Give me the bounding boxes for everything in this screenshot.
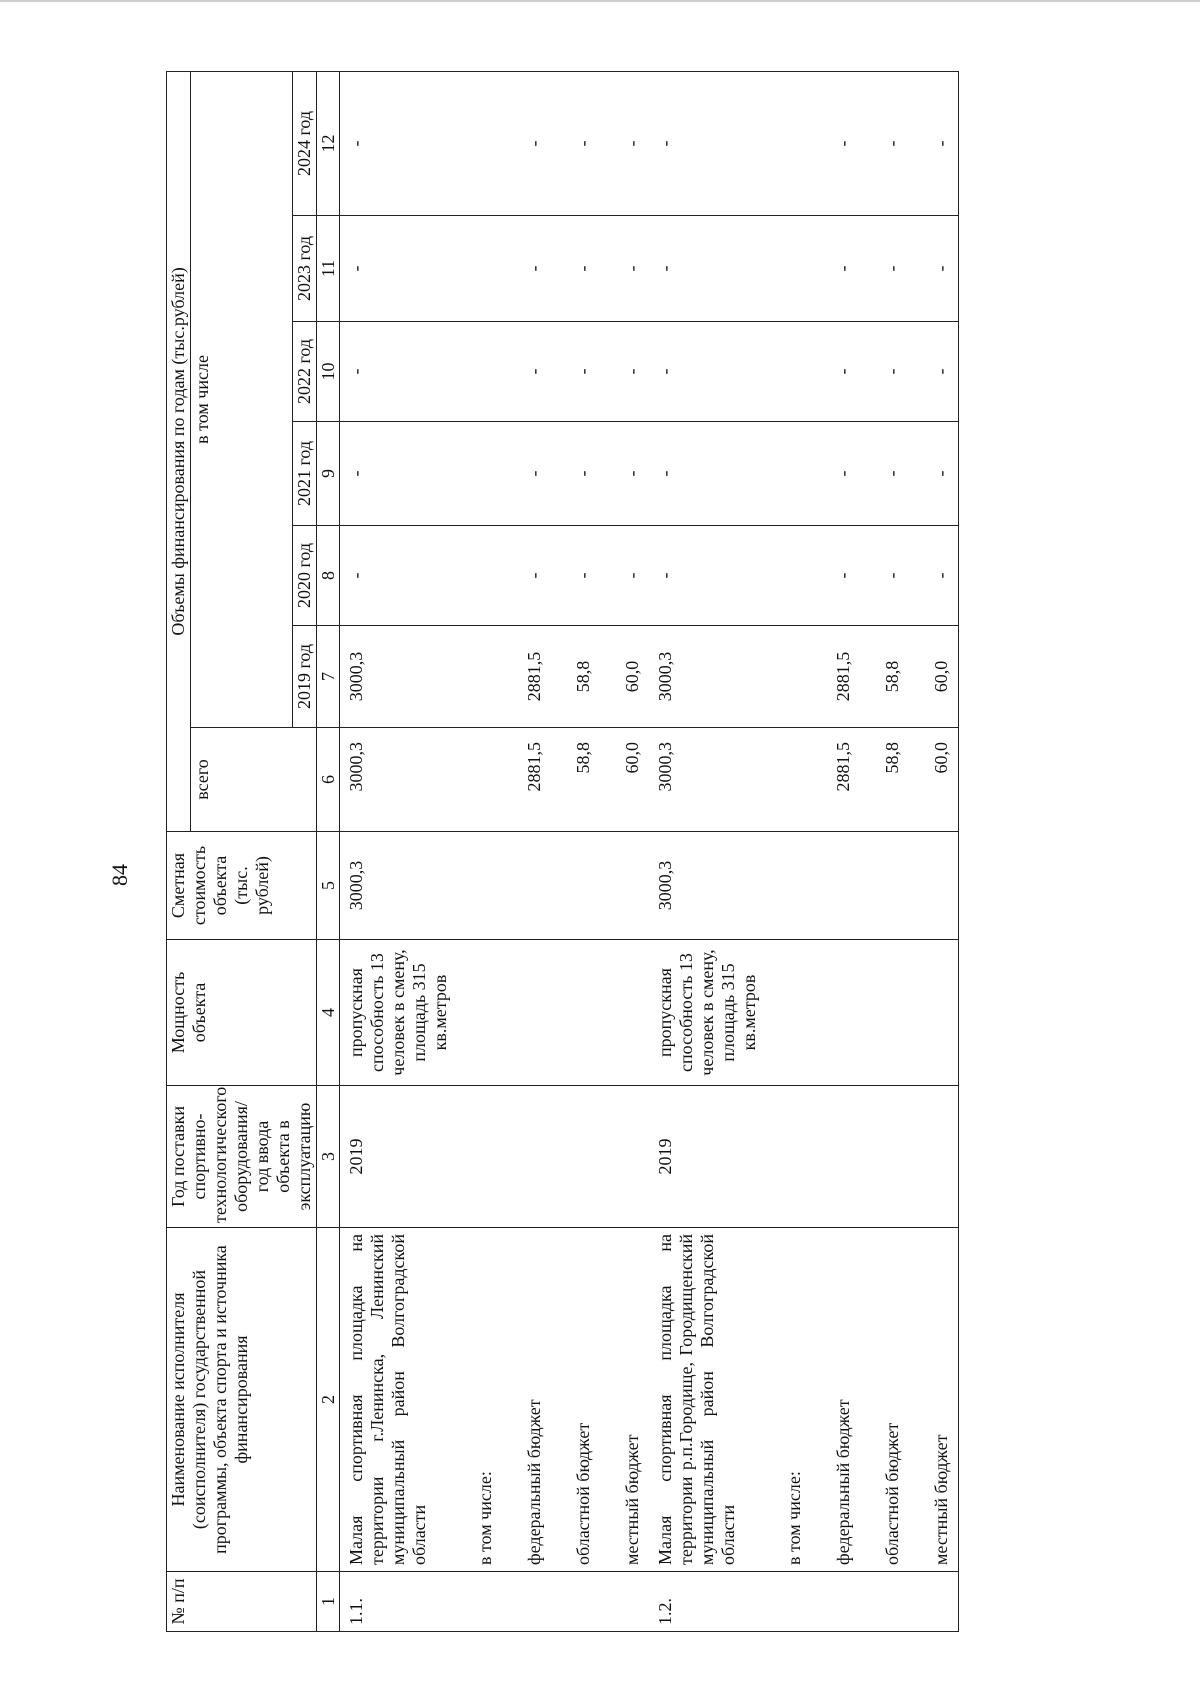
value-2019: 3000,3 (649, 626, 766, 728)
value-2019: 60,0 (909, 626, 959, 728)
column-number-row (317, 71, 340, 1631)
value-2022: - (909, 322, 959, 422)
header-year-2024: 2024 год (293, 71, 317, 215)
value-2020: - (860, 526, 909, 626)
value-2023: - (600, 216, 649, 322)
table-row (649, 71, 766, 1631)
header-year-2019: 2019 год (293, 626, 317, 728)
total-value: 2881,5 (502, 728, 551, 832)
value-2021: - (811, 422, 860, 526)
table-row (457, 71, 502, 1631)
object-year: 2019 (340, 1086, 458, 1228)
value-2022: - (551, 322, 600, 422)
value-2024: - (909, 71, 959, 215)
value-2022: - (340, 322, 458, 422)
value-2021: - (600, 422, 649, 526)
value-2021: - (860, 422, 909, 526)
object-name: Малая спортивная площадка на территории р.п.Городище, Городищенский муниципальный район Волгоградской области (649, 1228, 766, 1572)
subheading-including: в том числе: (457, 1228, 502, 1572)
object-capacity: пропускная способность 13 человек в смену, площадь 315 кв.метров (340, 940, 458, 1086)
value-2024: - (551, 71, 600, 215)
subheading-including: в том числе: (766, 1228, 811, 1572)
total-value: 60,0 (909, 728, 959, 832)
row-number: 1.1. (340, 1572, 458, 1632)
column-number: 1 (317, 1572, 340, 1632)
value-2023: - (551, 216, 600, 322)
header-year-2020: 2020 год (293, 526, 317, 626)
value-2023: - (860, 216, 909, 322)
value-2019: 58,8 (551, 626, 600, 728)
table-header (167, 71, 340, 1631)
financing-table (166, 71, 959, 1632)
value-2020: - (502, 526, 551, 626)
header-in-that-number: в том числе (191, 71, 293, 727)
rotated-table-sheet (166, 72, 1046, 1632)
value-2020: - (811, 526, 860, 626)
column-number: 7 (317, 626, 340, 728)
column-number: 3 (317, 1086, 340, 1228)
column-number: 8 (317, 526, 340, 626)
value-2020: - (909, 526, 959, 626)
value-2024: - (600, 71, 649, 215)
value-2022: - (811, 322, 860, 422)
value-2022: - (502, 322, 551, 422)
table-row (600, 71, 649, 1631)
object-name: Малая спортивная площадка на территории г.Ленинска, Ленинский муниципальный район Волгоградской области (340, 1228, 458, 1572)
header-year-2022: 2022 год (293, 322, 317, 422)
object-cost: 3000,3 (340, 832, 458, 940)
source-name: областной бюджет (551, 1228, 600, 1572)
column-number: 9 (317, 422, 340, 526)
total-value: 2881,5 (811, 728, 860, 832)
total-value: 60,0 (600, 728, 649, 832)
object-cost: 3000,3 (649, 832, 766, 940)
value-2021: - (502, 422, 551, 526)
total-value: 3000,3 (340, 728, 458, 832)
value-2024: - (340, 71, 458, 215)
header-name: Наименование исполнителя (соисполнителя) государственной программы, объекта спорта и источника финансирования (167, 1228, 317, 1572)
value-2021: - (649, 422, 766, 526)
value-2021: - (340, 422, 458, 526)
source-name: областной бюджет (860, 1228, 909, 1572)
column-number: 4 (317, 940, 340, 1086)
column-number: 12 (317, 71, 340, 215)
object-year: 2019 (649, 1086, 766, 1228)
value-2024: - (502, 71, 551, 215)
table-row (551, 71, 600, 1631)
header-financing-group: Объемы финансирования по годам (тыс.рублей) (167, 71, 191, 831)
source-name: местный бюджет (909, 1228, 959, 1572)
value-2020: - (551, 526, 600, 626)
value-2023: - (811, 216, 860, 322)
total-value: 58,8 (860, 728, 909, 832)
value-2023: - (909, 216, 959, 322)
value-2023: - (340, 216, 458, 322)
header-number: № п/п (167, 1572, 317, 1632)
header-year-2021: 2021 год (293, 422, 317, 526)
table-row (502, 71, 551, 1631)
source-name: федеральный бюджет (811, 1228, 860, 1572)
source-name: федеральный бюджет (502, 1228, 551, 1572)
value-2021: - (551, 422, 600, 526)
value-2020: - (600, 526, 649, 626)
header-cost: Сметная стоимость объекта (тыс. рублей) (167, 832, 317, 940)
value-2022: - (649, 322, 766, 422)
value-2023: - (502, 216, 551, 322)
value-2023: - (649, 216, 766, 322)
table-row (766, 71, 811, 1631)
table-row (340, 71, 458, 1631)
value-2024: - (649, 71, 766, 215)
value-2022: - (860, 322, 909, 422)
header-capacity: Мощность объекта (167, 940, 317, 1086)
column-number: 2 (317, 1228, 340, 1572)
value-2019: 3000,3 (340, 626, 458, 728)
header-year: Год поставки спортивно-технологического оборудования/ год ввода объекта в эксплуатацию (167, 1086, 317, 1228)
scan-edge (0, 0, 1200, 2)
column-number: 6 (317, 728, 340, 832)
table-body (340, 71, 959, 1631)
row-number: 1.2. (649, 1572, 766, 1632)
header-total: всего (191, 728, 317, 832)
table-row (811, 71, 860, 1631)
value-2019: 58,8 (860, 626, 909, 728)
table-row (909, 71, 959, 1631)
header-year-2023: 2023 год (293, 216, 317, 322)
value-2024: - (860, 71, 909, 215)
value-2019: 2881,5 (502, 626, 551, 728)
column-number: 5 (317, 832, 340, 940)
source-name: местный бюджет (600, 1228, 649, 1572)
value-2019: 60,0 (600, 626, 649, 728)
object-capacity: пропускная способность 13 человек в смену, площадь 315 кв.метров (649, 940, 766, 1086)
table-row (860, 71, 909, 1631)
total-value: 58,8 (551, 728, 600, 832)
total-value: 3000,3 (649, 728, 766, 832)
value-2022: - (600, 322, 649, 422)
page-number: 84 (107, 864, 132, 886)
column-number: 11 (317, 216, 340, 322)
value-2019: 2881,5 (811, 626, 860, 728)
value-2021: - (909, 422, 959, 526)
value-2024: - (811, 71, 860, 215)
value-2020: - (340, 526, 458, 626)
value-2020: - (649, 526, 766, 626)
column-number: 10 (317, 322, 340, 422)
